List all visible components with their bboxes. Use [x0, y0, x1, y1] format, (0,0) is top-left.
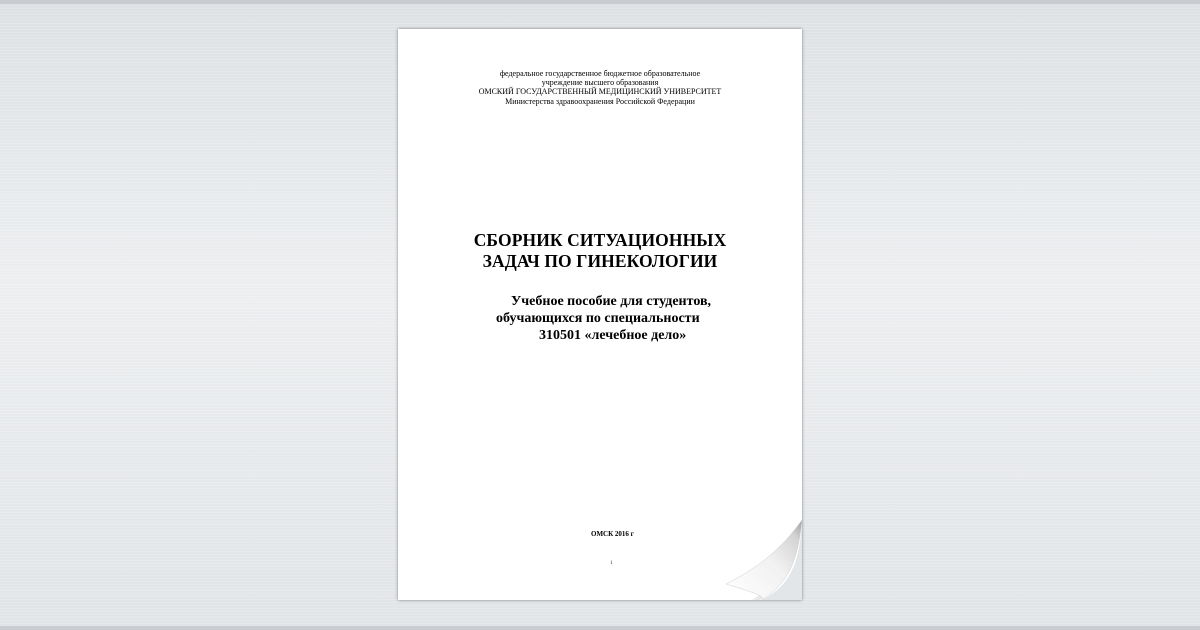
- subtitle-line-2: обучающихся по специальности: [496, 311, 700, 326]
- document-page: [398, 29, 802, 600]
- subtitle-line-3: 310501 «лечебное дело»: [539, 328, 687, 343]
- document-title: [398, 230, 802, 272]
- page-number: 1: [610, 561, 613, 566]
- page-curl-icon: [722, 480, 802, 600]
- background-top-edge: [0, 0, 1200, 4]
- header-line-1: федеральное государственное бюджетное образовательное: [499, 69, 701, 78]
- subtitle-line-1: Учебное пособие для студентов,: [511, 294, 712, 309]
- header-line-4: Министерства здравоохранения Российской Федерации: [505, 96, 695, 106]
- background-bottom-edge: [0, 626, 1200, 630]
- header-line-2: учреждение высшего образования: [541, 78, 659, 88]
- title-line-1: СБОРНИК СИТУАЦИОННЫХ: [473, 230, 727, 250]
- institution-header: [398, 69, 802, 106]
- title-line-2: ЗАДАЧ ПО ГИНЕКОЛОГИИ: [482, 251, 718, 271]
- document-subtitle: [398, 293, 802, 344]
- city-year: ОМСК 2016 г: [591, 530, 634, 538]
- header-line-3: ОМСКИЙ ГОСУДАРСТВЕННЫЙ МЕДИЦИНСКИЙ УНИВЕРСИТЕТ: [478, 87, 722, 97]
